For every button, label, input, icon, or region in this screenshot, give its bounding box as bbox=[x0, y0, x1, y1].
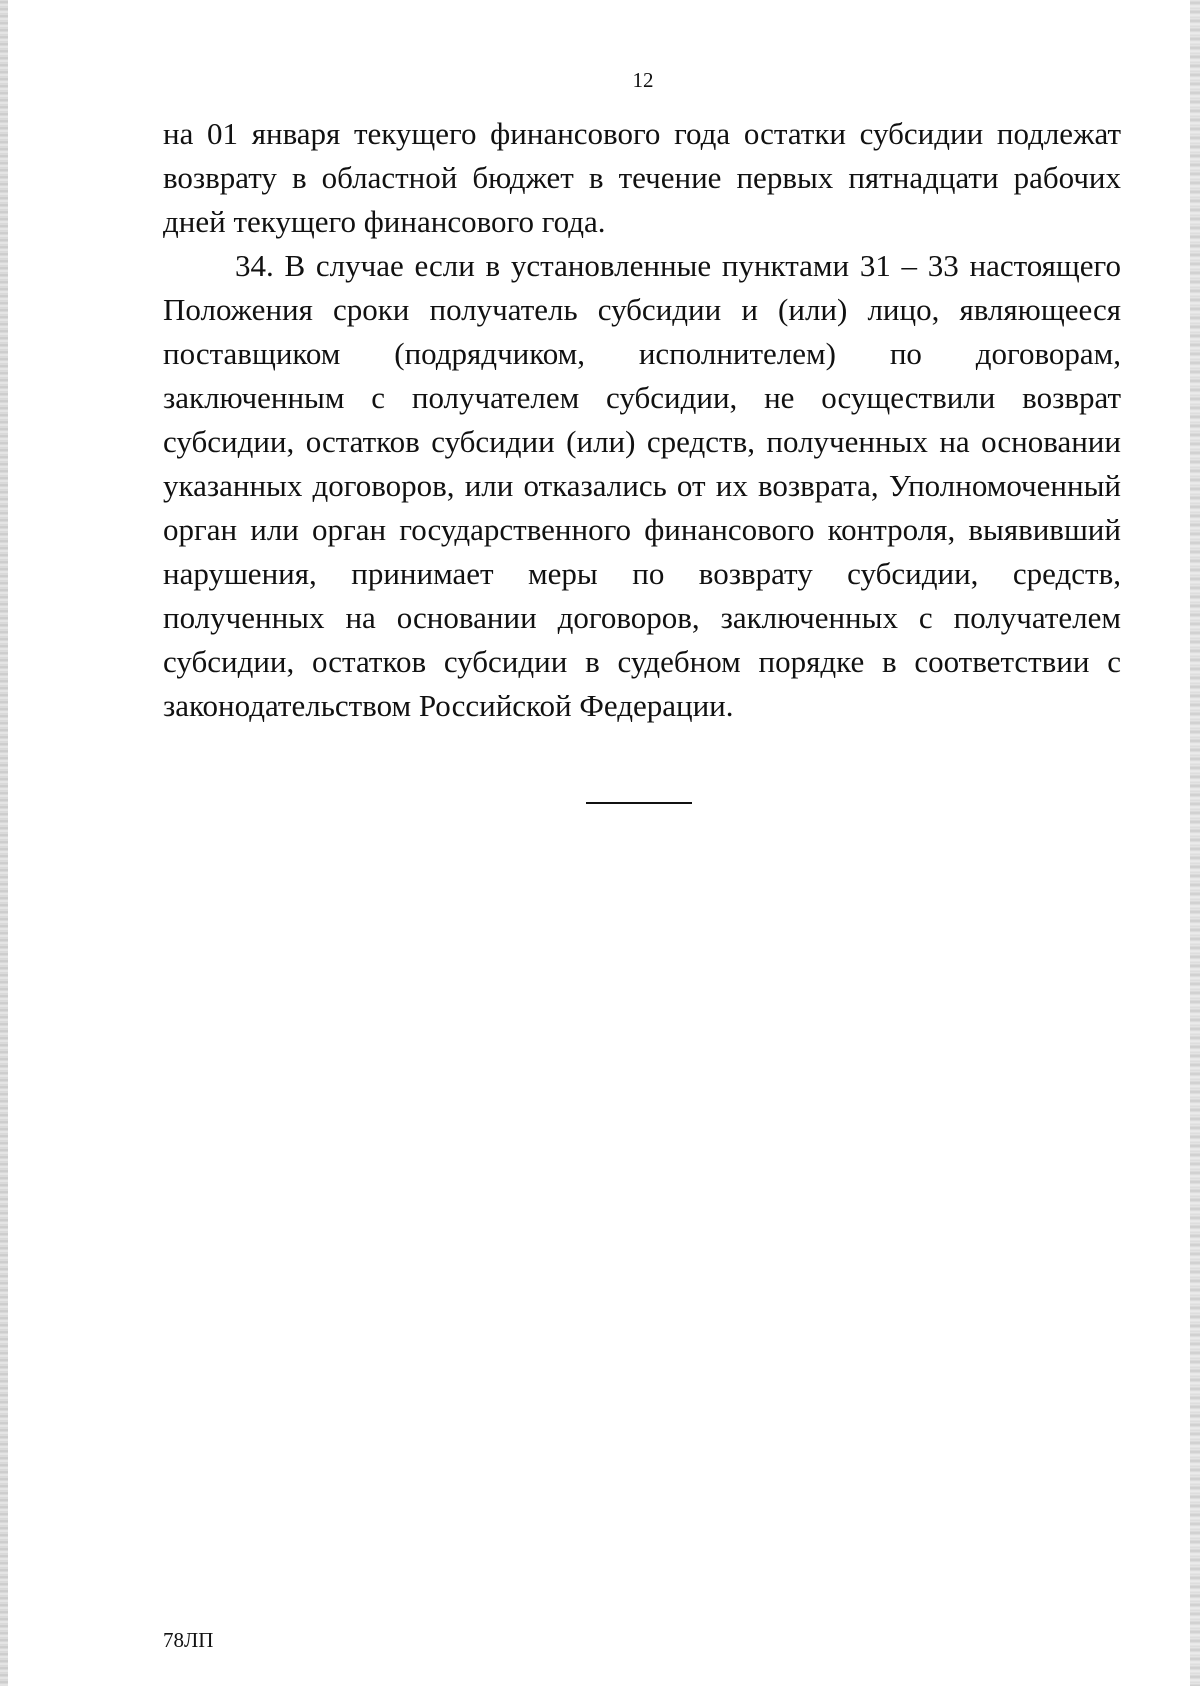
scan-edge-right bbox=[1190, 0, 1200, 1686]
document-body bbox=[163, 112, 1121, 728]
document-code: 78ЛП bbox=[163, 1628, 214, 1652]
end-of-document-rule bbox=[586, 802, 692, 804]
paragraph-item-34: 34. В случае если в установленные пунктами 31 – 33 настоящего Положения сроки получатель субсидии и (или) лицо, являющееся поставщиком (подрядчиком, исполнителем) по договорам, заключенным с получателем субсидии, не осуществили возврат субсидии, остатков субсидии (или) средств, полученных на основании указанных договоров, или отказались от их возврата, Уполномоченный орган или орган государственного финансового контроля, выявивший нарушения, принимает меры по возврату субсидии, средств, полученных на основании договоров, заключенных с получателем субсидии, остатков субсидии в судебном порядке в соответствии с законодательством Российской Федерации. bbox=[163, 248, 1121, 723]
scan-edge-left bbox=[0, 0, 8, 1686]
paragraph-continuation: на 01 января текущего финансового года остатки субсидии подлежат возврату в областной бюджет в течение первых пятнадцати рабочих дней текущего финансового года. bbox=[163, 116, 1121, 239]
page-number: 12 bbox=[632, 68, 654, 92]
